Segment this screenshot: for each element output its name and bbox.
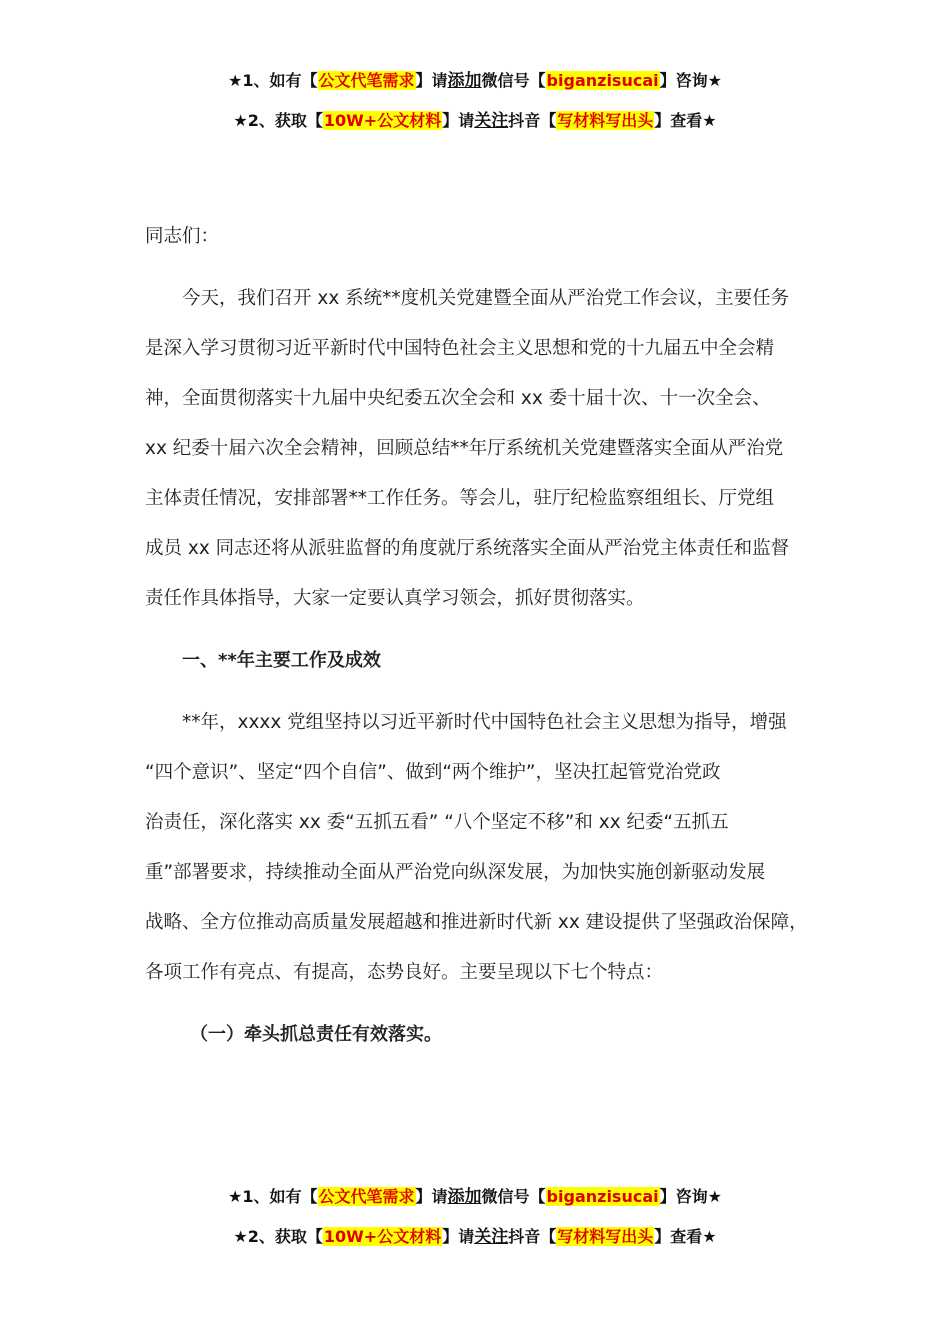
text-line: xx 纪委十届六次全会精神，回顾总结**年厅系统机关党建暨落实全面从严治党 — [145, 438, 784, 459]
section-heading: 一、**年主要工作及成效 — [182, 650, 381, 671]
banner-line-1 — [0, 61, 950, 101]
banner-text: 】查看★ — [654, 111, 717, 130]
document-body — [145, 212, 825, 1060]
text-line: 战略、全方位推动高质量发展超越和推进新时代新 xx 建设提供了坚强政治保障， — [145, 912, 808, 933]
text-line: 成员 xx 同志还将从派驻监督的角度就厅系统落实全面从严治党主体责任和监督 — [145, 538, 790, 559]
text-line: 今天，我们召开 xx 系统**度机关党建暨全面从严治党工作会议，主要任务 — [182, 288, 790, 309]
banner-text: ★1、如有【 — [228, 1187, 318, 1206]
paragraph-achievements — [145, 698, 825, 998]
banner-text: 】查看★ — [654, 1227, 717, 1246]
highlight-materials: 10W+公文材料 — [323, 111, 442, 130]
banner-text: 微信号【 — [481, 1187, 546, 1206]
banner-text: 微信号【 — [481, 71, 546, 90]
banner-text: 】请 — [415, 71, 448, 90]
banner-text: ★2、获取【 — [233, 1227, 323, 1246]
underlined-follow: 关注 — [474, 1227, 509, 1247]
underlined-follow: 关注 — [474, 111, 509, 131]
text-line: 重”部署要求，持续推动全面从严治党向纵深发展，为加快实施创新驱动发展 — [145, 862, 766, 883]
paragraph-intro — [145, 274, 825, 624]
text-line: 各项工作有亮点、有提高，态势良好。主要呈现以下七个特点： — [145, 962, 664, 983]
text-line: 治责任，深化落实 xx 委“五抓五看” “八个坚定不移”和 xx 纪委“五抓五 — [145, 812, 729, 833]
highlight-wechat-id: biganzisucai — [546, 1187, 659, 1206]
underlined-add: 添加 — [447, 71, 482, 91]
text-line: 主体责任情况，安排部署**工作任务。等会儿，驻厅纪检监察组组长、厅党组 — [145, 488, 775, 509]
highlight-service: 公文代笔需求 — [318, 1187, 415, 1206]
banner-text: 抖音【 — [508, 111, 557, 130]
banner-line-2 — [0, 1217, 950, 1257]
text-line: 神，全面贯彻落实十九届中央纪委五次全会和 xx 委十届十次、十一次全会、 — [145, 388, 771, 409]
text-line: 责任作具体指导，大家一定要认真学习领会，抓好贯彻落实。 — [145, 588, 645, 609]
greeting: 同志们： — [145, 226, 220, 247]
banner-text: 】咨询★ — [659, 1187, 722, 1206]
top-banner — [0, 61, 950, 141]
subsection-heading: （一）牵头抓总责任有效落实。 — [190, 1024, 442, 1045]
banner-text: 】咨询★ — [659, 71, 722, 90]
text-line: “四个意识”、坚定“四个自信”、做到“两个维护”，坚决扛起管党治党政 — [145, 762, 721, 783]
underlined-add: 添加 — [447, 1187, 482, 1207]
highlight-materials: 10W+公文材料 — [323, 1227, 442, 1246]
banner-text: 】请 — [442, 111, 475, 130]
banner-text: 抖音【 — [508, 1227, 557, 1246]
banner-text: ★1、如有【 — [228, 71, 318, 90]
highlight-service: 公文代笔需求 — [318, 71, 415, 90]
highlight-wechat-id: biganzisucai — [546, 71, 659, 90]
text-line: **年，xxxx 党组坚持以习近平新时代中国特色社会主义思想为指导，增强 — [182, 712, 787, 733]
text-line: 是深入学习贯彻习近平新时代中国特色社会主义思想和党的十九届五中全会精 — [145, 338, 775, 359]
banner-line-1 — [0, 1177, 950, 1217]
banner-line-2 — [0, 101, 950, 141]
highlight-douyin-account: 写材料写出头 — [557, 111, 654, 130]
bottom-banner — [0, 1177, 950, 1257]
banner-text: 】请 — [415, 1187, 448, 1206]
highlight-douyin-account: 写材料写出头 — [557, 1227, 654, 1246]
banner-text: ★2、获取【 — [233, 111, 323, 130]
banner-text: 】请 — [442, 1227, 475, 1246]
